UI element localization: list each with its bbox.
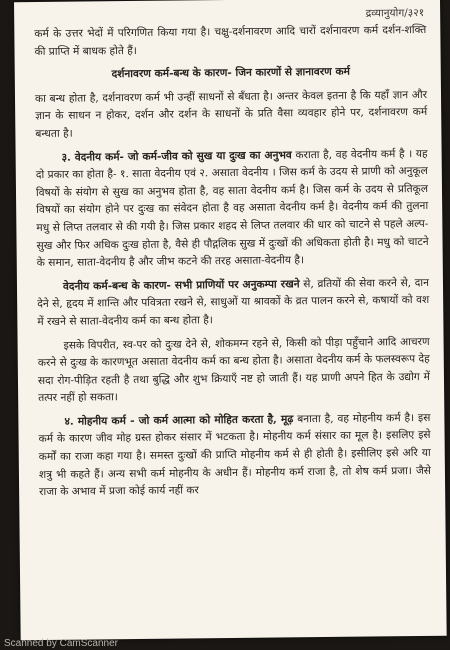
text-line: उदय से प्रतिकूल विषयों का संयोग होने पर दुःख का संवेदन होता है वह [36,182,429,217]
section-heading-darshanavaran-bandh [35,63,427,85]
text-line: से, साधुओं या श्रावकों के व्रत पालन करने से, कषायों को वश में रखने से [37,294,430,328]
text-line: से, व्रतियों की सेवा करने से, दान देने से, हृदय में शान्ति और पवित्रता रखने [37,276,430,311]
section-mohaniya-karma [38,410,431,502]
paragraph-2 [35,87,428,144]
text-line: सुख और फिर अधिक दुःख होता है, वैसे ही पौद्गलिक सुख में दुःखों की [36,236,303,252]
paragraph-1 [34,22,426,61]
text-line: अरि या शत्रु भी कहते हैं। अन्य सभी कर्म मोहनीय के अधीन हैं। मोहनीय कर्म [38,446,431,481]
text-line: ४. मोहनीय कर्म - जो कर्म आत्मा को मोहित करता है, मूढ़ [64,413,294,428]
text-line: एवं २. असाता वेदनीय । जिस कर्म के उदय से प्राणी को अनुकूल विषयों के [35,165,428,199]
scanner-watermark: Scanned by CamScanner [4,638,118,649]
text-line: बनाता है, वह मोहनीय कर्म है। इस कर्म के कारण जीव मोह ग्रस्त होकर संसार [38,411,431,446]
page-content [34,22,431,502]
text-line: इसके विपरीत, स्व-पर को दुःख देने से, शोकमग्न रहने से, किसी को [63,336,322,352]
text-line: कराता है, वह वेदनीय कर्म है । यह दो प्रकार का होता है- १. साता वेदनीय [35,147,428,182]
page-header: द्रव्यानुयोग/३२१ [365,6,425,20]
text-line: की तरह असाता-वेदनीय है। [200,254,305,268]
text-line: कर्म के उत्तर भेदों में परिगणित किया गया है। चक्षु-दर्शनावरण आदि चारों [34,25,316,41]
text-line: गयी है। जिस प्रकार शहद से लिप्त तलवार की धार को चाटने से पहले अल्प- [140,217,429,233]
text-line: दर्शनावरण कर्म-बन्ध के कारण- जिन कारणों से ज्ञानावरण कर्म [111,65,351,81]
text-line: राजा है, तो शेष कर्म प्रजा। जैसे राजा के अभाव में प्रजा कोई कार्य नहीं कर [39,464,432,499]
section-vedaniya-karma [36,145,429,272]
text-line: कहा गया है। समस्त दुःखों की प्राप्ति मोहनीय कर्म से ही होती है। इसीलिए इसे [96,447,399,463]
section-vedaniya-bandh [37,275,430,332]
text-line: का बन्ध होता है। असाता वेदनीय कर्म के फलस्वरूप देह सदा रोग-पीड़ित [37,352,430,387]
text-line: साधनों के प्रति वैसा व्यवहार होने पर, दर्शनावरण कर्म बन्धता है। [35,106,428,140]
text-line: असाता वेदनीय कर्म है। वेदनीय कर्म की तुलना मधु से लिप्त तलवार से की [36,200,429,234]
text-line: ३. वेदनीय कर्म- जो कर्म-जीव को सुख या दुःख का अनुभव [61,148,292,164]
text-line: उद्योग में तत्पर नहीं हो सकता। [38,370,431,405]
text-line: अधिकता होती है। मधु को चाटने के समान, साता-वेदनीय है और जीभ कटने [36,235,429,270]
text-line: वेदनीय कर्म-बन्ध के कारण- सभी प्राणियों पर अनुकम्पा रखने [62,277,300,293]
scanned-page [14,0,447,640]
text-line: का बन्ध होता है, दर्शनावरण कर्म भी उन्हीं साधनों से बँधता है। अन्तर केवल [34,89,324,105]
text-line: इतना है कि यहाँ ज्ञान और ज्ञान के साधन न होकर, दर्शन और दर्शन के [35,88,428,123]
text-line: में भटकता है। मोहनीय कर्म संसार का मूल है। इसलिए इसे कर्मों का राजा [38,429,431,464]
text-line: रहती है तथा बुद्धि और शुभ क्रियाएँ नष्ट हो जाती हैं। यह प्राणी अपने हित के [101,370,395,387]
text-line: दर्शनावरण कर्म दर्शन-शक्ति की प्राप्ति में बाधक होते हैं। [34,23,427,58]
text-line: साता-वेदनीय कर्म का बन्ध होता है। [79,314,213,328]
text-line: संयोग से सुख का अनुभव होता है, वह साता वेदनीय कर्म है। जिस कर्म के [75,183,362,199]
paragraph-asata [38,333,431,407]
text-line: पीड़ा पहुँचाने आदि आचरण करने से दुःख के कारणभूत असाता वेदनीय कर्म [37,335,430,370]
